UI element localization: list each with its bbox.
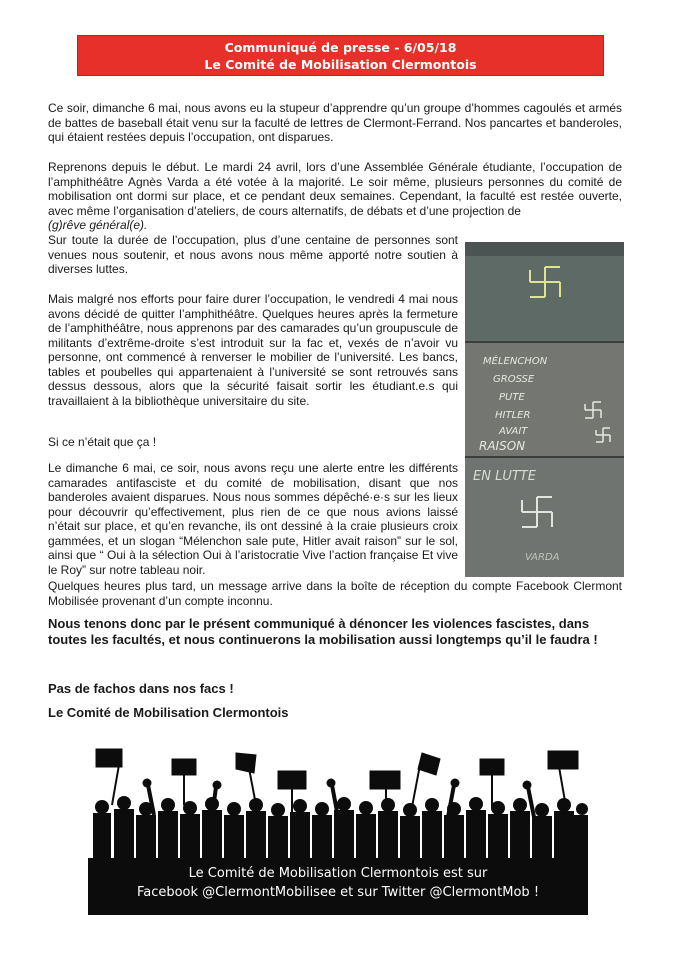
paragraph-background-text: Reprenons depuis le début. Le mardi 24 avril, lors d’une Assemblée Générale étudiante, l’occupation de l’amphithéâtre Agnès Varda a été votée à la majorité. Le soir même, plusieurs personnes du comité de mobilisation ont dormi sur place, et ce pendant deux semaines. Cependant, la faculté est restée ouverte, avec même l’organisation d’ateliers, de cours alternatifs, de débats et d’une projection de [48,160,622,218]
svg-text:EN LUTTE: EN LUTTE [473,469,536,484]
press-release-header [77,35,604,76]
slogan: Pas de fachos dans nos facs ! [48,681,234,696]
svg-text:GROSSE: GROSSE [493,374,535,385]
paragraph-message: Quelques heures plus tard, un message arrive dans la boîte de réception du compte Facebook Clermont Mobilisée provenant d’un compte inconnu. [48,579,622,608]
svg-text:RAISON: RAISON [479,439,526,453]
paragraph-intro: Ce soir, dimanche 6 mai, nous avons eu la stupeur d’apprendre qu’un groupe d’hommes cagoulés et armés de battes de baseball était venu sur la faculté de lettres de Clermont-Ferrand. Nos pancartes et banderoles, qui étaient restées depuis l’occupation, ont disparues. [48,101,622,144]
paragraph-transition: Si ce n’était que ça ! [48,435,157,449]
svg-text:AVAIT: AVAIT [499,426,528,437]
paragraph-background-italic: (g)rêve général(e). [48,218,148,232]
paragraph-support: Sur toute la durée de l’occupation, plus d’une centaine de personnes sont venues nous soutenir, et nous avons nous même apporté notre soutien à diverses luttes. [48,233,458,276]
paragraph-incident: Le dimanche 6 mai, ce soir, nous avons reçu une alerte entre les différents camarades antifasciste et du comité de mobilisation, disant que nos banderoles avaient disparues. Nous nous sommes dépêché·e·s sur les lieux pour découvrir qu’effectivement, plus rien de ce que nous avions laissé n’était sur place, et qu’en revanche, ils ont dessiné à la craie plusieurs croix gammées, et un slogan “Mélenchon sale pute, Hitler avait raison” sur le sol, ainsi que “ Oui à la sélection Oui à l’aristocratie Vive l’action française Et vive le Roy” sur notre tableau noir. [48,461,458,577]
svg-text:PUTE: PUTE [499,392,525,403]
header-title: Communiqué de presse - 6/05/18 [224,40,457,55]
header-subtitle: Le Comité de Mobilisation Clermontois [204,57,477,72]
social-media-footer [88,858,588,915]
paragraph-background [48,160,622,233]
svg-text:VARDA: VARDA [525,552,560,563]
svg-text:HITLER: HITLER [495,410,531,421]
signature: Le Comité de Mobilisation Clermontois [48,705,289,720]
paragraph-vandalism: Mais malgré nos efforts pour faire durer l’occupation, le vendredi 4 mai nous avons décidé de quitter l’amphithéâtre. Quelques heures après la fermeture de l’amphithéâtre, nous apprenons par des camarades qu’un groupuscule de militants d’extrême-droite s’est introduit sur la fac et, vexés de n’avoir vu personne, ont commencé à renverser le mobilier de l’université. Les bancs, tables et poubelles qui appartenaient à l’université se sont retrouvés sans dessus dessous, alors que la sécurité faisait sortir les étudiant.e.s qui travaillaient à la bibliothèque universitaire du site. [48,292,458,408]
footer-line-1: Le Comité de Mobilisation Clermontois est sur [188,866,488,881]
svg-text:MÉLENCHON: MÉLENCHON [483,356,548,367]
footer-line-2: Facebook @ClermontMobilisee et sur Twitter @ClermontMob ! [136,885,540,900]
graffiti-photo [465,242,624,577]
statement: Nous tenons donc par le présent communiqué à dénoncer les violences fascistes, dans toutes les facultés, et nous continuerons la mobilisation aussi longtemps qu’il le faudra ! [48,616,598,647]
